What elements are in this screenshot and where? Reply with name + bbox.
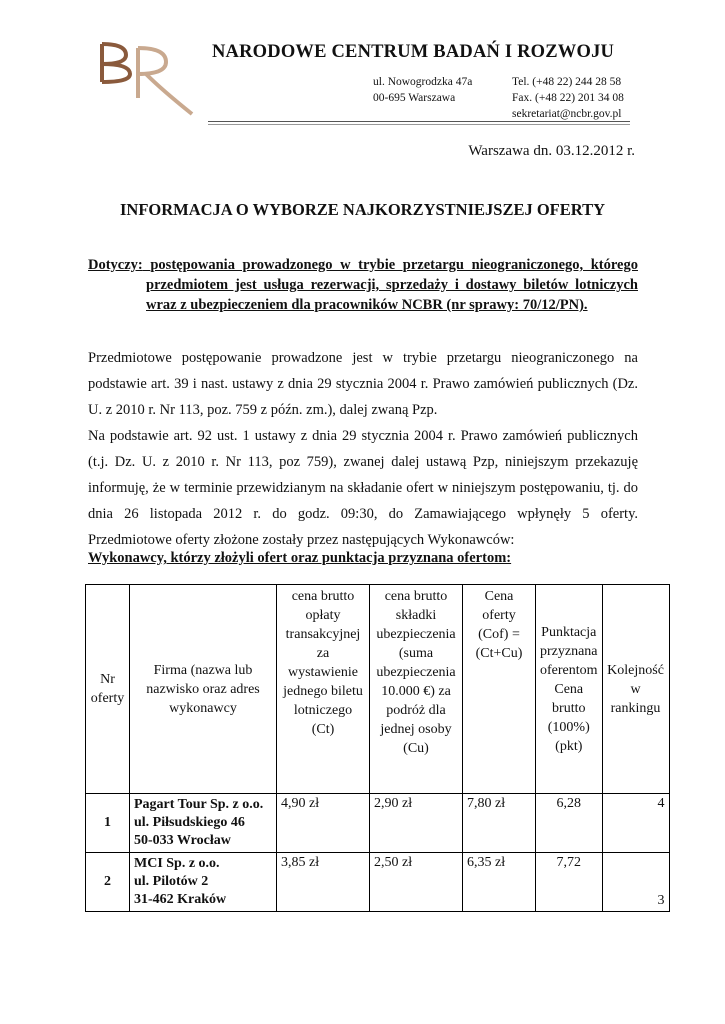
address-city: 00-695 Warszawa <box>373 92 456 104</box>
subject-line-3: wraz z ubezpieczeniem dla pracowników NCBR (nr sprawy: 70/12/PN). <box>146 297 588 313</box>
fax-number: Fax. (+48 22) 201 34 08 <box>512 92 624 104</box>
col-points: Punktacja przyznana oferentom Cena brutto (100%) (pkt) <box>536 585 603 794</box>
offers-table <box>85 584 670 912</box>
col-firm: Firma (nazwa lub nazwisko oraz adres wykonawcy <box>130 585 277 794</box>
subject-line-1: Dotyczy: postępowania prowadzonego w trybie przetargu nieograniczonego, którego <box>88 257 638 273</box>
paragraph-1: Przedmiotowe postępowanie prowadzone jest w trybie przetargu nieograniczonego na podstawie art. 39 i nast. ustawy z dnia 29 stycznia 2004 r. Prawo zamówień publicznych (Dz. U. z 2010 r. Nr 113, poz. 759 z późn. zm.), dalej zwaną Pzp. <box>88 350 638 418</box>
offer-number: 1 <box>86 794 130 853</box>
points-value: 6,28 <box>536 794 603 853</box>
col-nr: Nr oferty <box>86 585 130 794</box>
firm-name: MCI Sp. z o.o. <box>134 856 220 871</box>
ct-value: 3,85 zł <box>277 853 370 912</box>
offer-number: 2 <box>86 853 130 912</box>
firm-city: 50-033 Wrocław <box>134 833 231 848</box>
table-caption: Wykonawcy, którzy złożyli ofert oraz punktacja przyznana ofertom: <box>88 550 512 566</box>
table-row <box>86 794 670 853</box>
address-block <box>373 74 472 106</box>
table-row <box>86 853 670 912</box>
contact-block <box>512 74 624 122</box>
col-ct: cena brutto opłaty transakcyjnej za wystawienie jednego biletu lotniczego (Ct) <box>277 585 370 794</box>
col-rank: Kolejność w rankingu <box>602 585 669 794</box>
address-street: ul. Nowogrodzka 47a <box>373 76 473 88</box>
organization-name: NARODOWE CENTRUM BADAŃ I ROZWOJU <box>212 42 615 62</box>
cof-value: 6,35 zł <box>463 853 536 912</box>
col-cof: Cena oferty (Cof) =(Ct+Cu) <box>463 585 536 794</box>
paragraph-2: Na podstawie art. 92 ust. 1 ustawy z dnia 29 stycznia 2004 r. Prawo zamówień publicznych (t.j. Dz. U. z 2010 r. Nr 113, poz 759), zwanej dalej ustawą Pzp, niniejszym przekazuję informuję, że w terminie przewidzianym na składanie ofert w niniejszym postępowaniu, tj. do dnia 26 listopada 2012 r. do godz. 09:30, do Zamawiającego wpłynęły 5 oferty. Przedmiotowe oferty złożone zostały przez następujących Wykonawców: <box>88 428 638 548</box>
firm-cell <box>130 853 277 912</box>
subject-block <box>88 255 638 315</box>
col-cu: cena brutto składki ubezpieczenia (suma ubezpieczenia 10.000 €) za podróż dla jednej osoby (Cu) <box>370 585 463 794</box>
document-heading: INFORMACJA O WYBORZE NAJKORZYSTNIEJSZEJ OFERTY <box>119 200 606 219</box>
cu-value: 2,90 zł <box>370 794 463 853</box>
cu-value: 2,50 zł <box>370 853 463 912</box>
cof-value: 7,80 zł <box>463 794 536 853</box>
subject-label: Dotyczy: <box>88 257 143 273</box>
firm-cell <box>130 794 277 853</box>
firm-city: 31-462 Kraków <box>134 892 227 907</box>
ncbr-logo <box>92 40 202 120</box>
phone-number: Tel. (+48 22) 244 28 58 <box>512 76 622 88</box>
header-divider-thin <box>208 124 630 125</box>
email-address: sekretariat@ncbr.gov.pl <box>512 108 622 120</box>
firm-street: ul. Pilotów 2 <box>134 874 209 889</box>
points-value: 7,72 <box>536 853 603 912</box>
firm-name: Pagart Tour Sp. z o.o. <box>134 797 264 812</box>
table-header-row <box>86 585 670 794</box>
body-text <box>88 345 638 553</box>
header-divider <box>208 121 630 122</box>
rank-value: 3 <box>602 853 669 912</box>
rank-value: 4 <box>602 794 669 853</box>
subject-line-2: przedmiotem jest usługa rezerwacji, sprzedaży i dostawy biletów lotniczych <box>146 277 638 293</box>
firm-street: ul. Piłsudskiego 46 <box>134 815 245 830</box>
document-date: Warszawa dn. 03.12.2012 r. <box>468 143 635 159</box>
ct-value: 4,90 zł <box>277 794 370 853</box>
